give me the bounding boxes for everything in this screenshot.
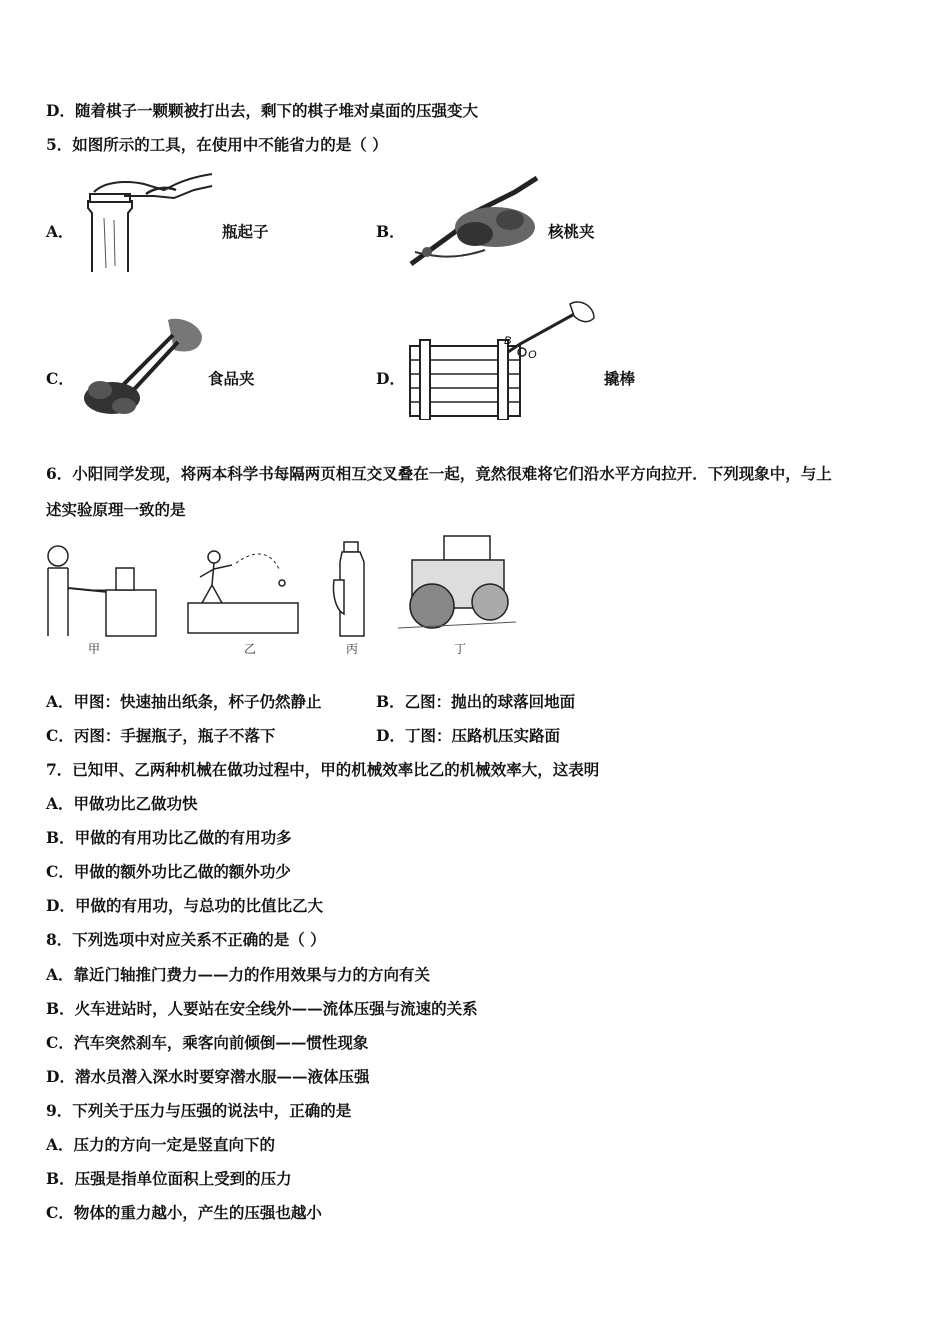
fig-bing-hold-bottle	[332, 540, 372, 640]
q5-option-a-letter: A．	[46, 222, 74, 241]
q5-option-b-letter: B．	[376, 222, 405, 241]
q5-option-d-name: 撬棒	[604, 369, 636, 388]
crowbar-crate-figure	[408, 300, 603, 420]
q7-option-a: A．甲做功比乙做功快	[46, 794, 198, 813]
q6-stem-line1: 6．小阳同学发现，将两本科学书每隔两页相互交叉叠在一起，竟然很难将它们沿水平方向拉开．下列现象中，与上	[46, 464, 832, 483]
fig-yi-label: 乙	[244, 642, 257, 656]
q8-stem: 8．下列选项中对应关系不正确的是（ ）	[46, 930, 326, 949]
fig-jia-label: 甲	[88, 642, 101, 656]
q7-option-c: C．甲做的额外功比乙做的额外功少	[46, 862, 291, 881]
q9-stem: 9．下列关于压力与压强的说法中，正确的是	[46, 1101, 352, 1120]
q8-option-a: A．靠近门轴推门费力——力的作用效果与力的方向有关	[46, 965, 431, 984]
q5-option-c-letter: C．	[46, 369, 74, 388]
q7-option-d: D．甲做的有用功，与总功的比值比乙大	[46, 896, 323, 915]
fig-ding-road-roller	[398, 532, 516, 637]
fig-jia-cup-paper	[44, 540, 159, 640]
nutcracker-figure	[405, 172, 545, 272]
label-o: O	[528, 349, 537, 361]
q5-option-b-name: 核桃夹	[548, 222, 595, 241]
q5-option-c-name: 食品夹	[208, 369, 255, 388]
q9-option-b: B．压强是指单位面积上受到的压力	[46, 1169, 292, 1188]
q9-option-c: C．物体的重力越小，产生的压强也越小	[46, 1203, 322, 1222]
q8-option-d: D．潜水员潜入深水时要穿潜水服——液体压强	[46, 1067, 370, 1086]
q6-option-b: B．乙图：抛出的球落回地面	[376, 692, 576, 711]
q6-option-c: C．丙图：手握瓶子，瓶子不落下	[46, 726, 276, 745]
q8-option-c: C．汽车突然刹车，乘客向前倾倒——惯性现象	[46, 1033, 369, 1052]
q6-stem-line2: 述实验原理一致的是	[46, 500, 186, 519]
bottle-opener-figure	[84, 168, 219, 274]
q9-option-a: A．压力的方向一定是竖直向下的	[46, 1135, 276, 1154]
q5-option-a-name: 瓶起子	[222, 222, 269, 241]
q8-option-b: B．火车进站时，人要站在安全线外——流体压强与流速的关系	[46, 999, 478, 1018]
q4-option-d: D．随着棋子一颗颗被打出去，剩下的棋子堆对桌面的压强变大	[46, 101, 478, 120]
fig-yi-throw-ball	[186, 545, 301, 637]
q5-option-d-letter: D．	[376, 369, 405, 388]
q7-option-b: B．甲做的有用功比乙做的有用功多	[46, 828, 292, 847]
q7-stem: 7．已知甲、乙两种机械在做功过程中，甲的机械效率比乙的机械效率大，这表明	[46, 760, 600, 779]
q5-stem: 5．如图所示的工具，在使用中不能省力的是（ ）	[46, 135, 388, 154]
fig-ding-label: 丁	[454, 642, 467, 656]
q6-option-a: A．甲图：快速抽出纸条，杯子仍然静止	[46, 692, 322, 711]
fig-bing-label: 丙	[346, 642, 359, 656]
food-tongs-figure	[78, 310, 208, 420]
q6-option-d: D．丁图：压路机压实路面	[376, 726, 560, 745]
label-b: B	[504, 335, 512, 347]
